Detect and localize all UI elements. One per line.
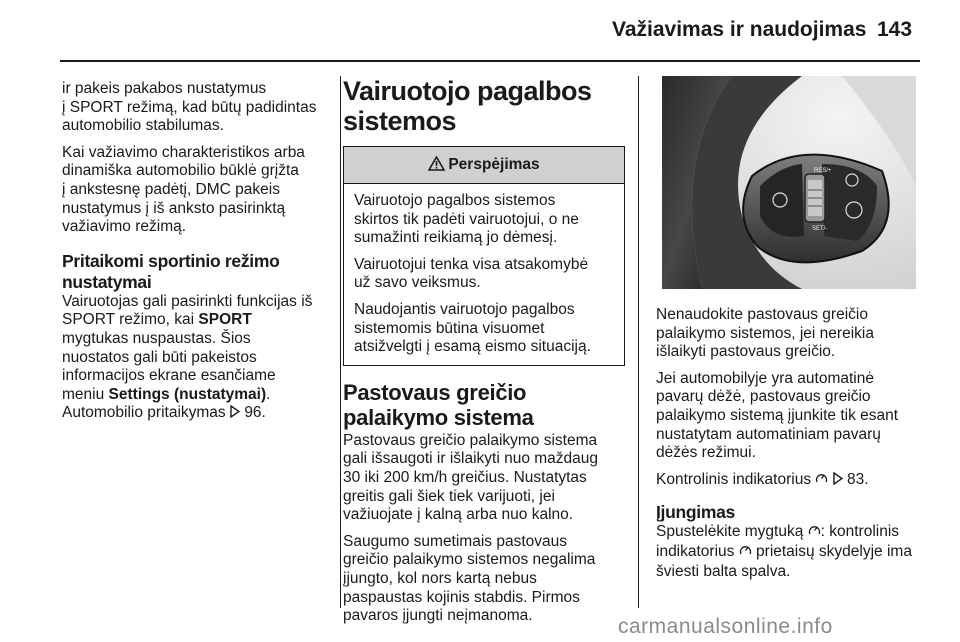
paragraph: Saugumo sumetimais pastovaus greičio palaikymo sistemos negalima įjungto, kol nors kartą nebus paspaustas kojinis stabdis. Pirmos pavaros įjungti neįmanoma. — [343, 532, 596, 625]
column-divider-1 — [340, 76, 341, 608]
paragraph: Pastovaus greičio palaikymo sistema gali išsaugoti ir išlaikyti nuo maždaug 30 iki 200 km/h greičius. Nustatytas greitis gali šiek tiek varijuoti, jei važiuojate į kalną arba nuo kalno. — [343, 431, 599, 524]
paragraph: ir pakeis pakabos nustatymus į SPORT režimą, kad būtų padidintas automobilio stabilumas. — [62, 80, 317, 135]
page-number: 143 — [877, 18, 913, 41]
page-reference-icon — [833, 472, 843, 491]
set-label: SET/- — [812, 226, 828, 232]
left-column — [62, 80, 334, 432]
watermark: carmanualsonline.info — [618, 615, 833, 638]
section-title: Vairuotojo pagalbos sistemos — [343, 76, 592, 136]
paragraph: Nenaudokite pastovaus greičio palaikymo sistemos, jei nereikia išlaikyti pastovaus greičio. — [656, 306, 874, 361]
column-divider-2 — [638, 76, 639, 608]
chapter-title: Važiavimas ir naudojimas — [612, 18, 867, 41]
warning-text: Vairuotojo pagalbos sistemos skirtos tik padėti vairuotojui, o ne sumažinti reikiamą jo dėmesį. — [354, 192, 579, 247]
page-reference-icon — [230, 405, 240, 424]
sport-button-label: SPORT — [198, 311, 252, 329]
warning-triangle-icon — [428, 149, 445, 185]
paragraph: Jei automobilyje yra automatinė pavarų dėžė, pastovaus greičio palaikymo sistemą įjunkite tik esant nustatytam automatiniam pavarų dėžės režimui. — [656, 369, 899, 462]
cruise-control-icon — [739, 544, 752, 563]
section-heading: Įjungimas — [656, 502, 735, 523]
paragraph: Kontrolinis indikatorius 83. — [656, 471, 936, 491]
res-label: RES/+ — [814, 168, 832, 174]
cruise-control-icon — [815, 472, 828, 491]
paragraph: Spustelėkite mygtuką : kontrolinis indikatorius prietaisų skydelyje ima šviesti balta spalva. — [656, 523, 912, 580]
section-heading: Pritaikomi sportinio režimo nustatymai — [62, 250, 280, 292]
warning-title: Perspėjimas — [448, 156, 540, 173]
warning-text: Vairuotojui tenka visa atsakomybė už savo veiksmus. — [354, 255, 589, 292]
section-heading: Pastovaus greičio palaikymo sistema — [343, 379, 534, 430]
paragraph: Vairuotojas gali pasirinkti funkcijas iš SPORT režimo, kai SPORT mygtukas nuspaustas. Šios nuostatos gali būti pakeistos informacijos ekrane esančiame meniu Settings (nustatymai). Automobilio pritaikymas 96. — [62, 293, 334, 424]
settings-menu-label: Settings (nustatymai) — [108, 385, 267, 403]
paragraph: Kai važiavimo charakteristikos arba dinamiška automobilio būklė grįžta į ankstesnę padėtį, DMC pakeis nustatymus į iš anksto pasirinktą važiavimo režimą. — [62, 143, 305, 236]
warning-text: Naudojantis vairuotojo pagalbos sistemomis būtina visuomet atsižvelgti į esamą eismo situaciją. — [354, 300, 591, 356]
header-divider — [60, 60, 920, 62]
warning-box — [343, 146, 625, 366]
cruise-control-icon — [808, 524, 821, 543]
warning-header — [344, 147, 624, 184]
middle-column — [343, 76, 625, 634]
steering-wheel-controls-photo — [662, 76, 916, 289]
right-column — [656, 306, 936, 589]
